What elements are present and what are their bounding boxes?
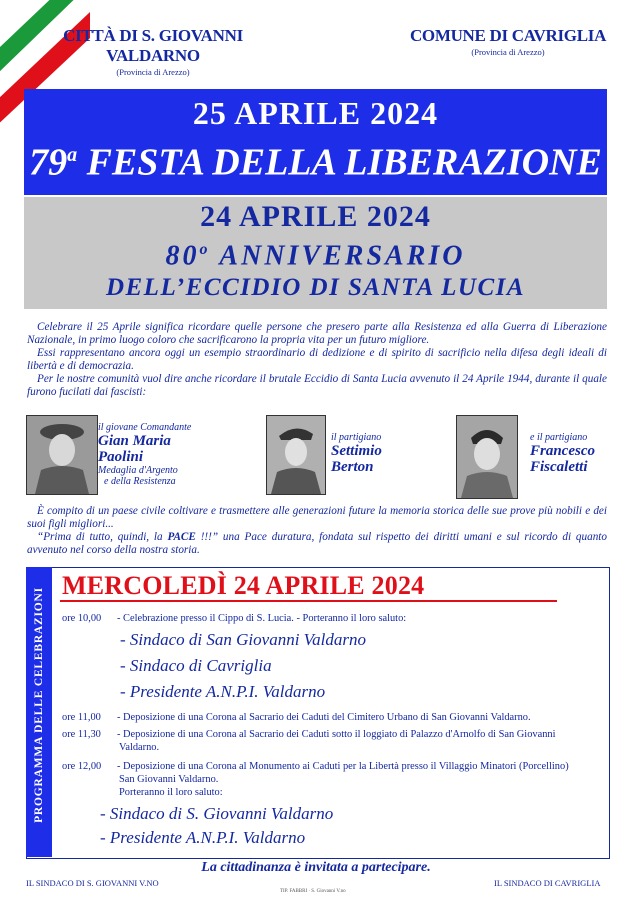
- left-city-name: CITTÀ DI S. GIOVANNI VALDARNO: [63, 26, 243, 65]
- anniversary-line: 80$^o$ ANNIVERSARIO: [165, 240, 466, 272]
- main-banner: [24, 89, 607, 195]
- greeting-item: - Presidente A.N.P.I. Valdarno: [100, 828, 306, 847]
- program-side-label: PROGRAMMA DELLE CELEBRAZIONI: [26, 567, 52, 857]
- main-date: 25 APRILE 2024: [192, 95, 439, 131]
- closing-text: [27, 505, 607, 557]
- event-1100: ore 11,00 - Deposizione di una Corona al Sacrario dei Caduti del Cimitero Urbano di San Giovanni Valdarno.: [62, 712, 531, 723]
- eccidio-subtitle: DELL’ECCIDIO DI SANTA LUCIA: [105, 274, 526, 302]
- caption-fiscaletti: e il partigiano Francesco Fiscaletti: [530, 432, 595, 475]
- intro-paragraph: Per le nostre comunità vuol dire anche ricordare il brutale Eccidio di Santa Lucia avvenuto il 24 Aprile 1944, durante il quale furono fucilati dai fascisti:: [27, 373, 607, 398]
- right-city-name: COMUNE DI CAVRIGLIA: [409, 26, 607, 45]
- closing-paragraph: È compito di un paese civile coltivare e trasmettere alle generazioni future la memoria storica delle sue prove più nobili e dei suoi figli migliori...: [27, 505, 607, 530]
- event-1000: ore 10,00 - Celebrazione presso il Cippo di S. Lucia. - Porteranno il loro saluto:: [62, 613, 407, 624]
- signature-left: IL SINDACO DI S. GIOVANNI V.NO: [26, 878, 159, 888]
- secondary-banner: [24, 197, 607, 309]
- greeting-item: - Sindaco di Cavriglia: [120, 656, 272, 675]
- secondary-date: 24 APRILE 2024: [200, 200, 431, 233]
- event-1130: ore 11,30 - Deposizione di una Corona al Sacrario dei Caduti sotto il loggiato di Palazzo d'Arnolfo di San Giovanni Valdarno.: [62, 729, 556, 753]
- portrait-berton: [266, 415, 326, 495]
- header-left: [28, 26, 278, 77]
- greeting-item: - Sindaco di S. Giovanni Valdarno: [100, 804, 334, 823]
- portrait-paolini: [26, 415, 98, 495]
- intro-paragraph: Essi rappresentano ancora oggi un esempio straordinario di dedizione e di spirito di sacrificio nella difesa degli ideali di libertà e di democrazia.: [27, 347, 607, 372]
- invitation: La cittadinanza è invitata a partecipare.: [201, 860, 431, 875]
- greeting-item: - Sindaco di San Giovanni Valdarno: [120, 630, 367, 649]
- right-province: (Provincia di Arezzo): [471, 47, 545, 57]
- signature-right: IL SINDACO DI CAVRIGLIA: [494, 878, 601, 888]
- left-province: (Provincia di Arezzo): [116, 67, 190, 77]
- caption-berton: il partigiano Settimio Berton: [331, 432, 382, 475]
- printer-credit: TIP. FABBRI · S. Giovanni V.no: [280, 889, 346, 894]
- closing-paragraph: “Prima di tutto, quindi, la PACE !!!” una Pace duratura, fondata sul rispetto dei diritti umani e sul ricordo di quanto avvenuto nel corso della nostra storia.: [27, 531, 607, 556]
- caption-paolini: il giovane Comandante Gian Maria Paolini Medaglia d'Argento e della Resistenza: [98, 422, 192, 487]
- greeting-item: - Presidente A.N.P.I. Valdarno: [120, 682, 326, 701]
- intro-text: [27, 321, 607, 399]
- day-underline: [60, 600, 557, 602]
- portrait-fiscaletti: [456, 415, 518, 499]
- header-right: [402, 26, 614, 57]
- program-day: MERCOLEDÌ 24 APRILE 2024: [62, 571, 425, 600]
- event-1200: ore 12,00 - Deposizione di una Corona al Monumento ai Caduti per la Libertà presso il Villaggio Minatori (Porcellino) San Giovanni Valdarno. Porteranno il loro saluto:: [62, 761, 569, 798]
- intro-paragraph: Celebrare il 25 Aprile significa ricordare quelle persone che presero parte alla Resistenza ed alla Guerra di Liberazione Nazionale, in primo luogo coloro che sacrificarono la propria vita per un futuro migliore.: [27, 321, 607, 346]
- main-title: 79$^a$ FESTA DELLA LIBERAZIONE: [29, 141, 602, 184]
